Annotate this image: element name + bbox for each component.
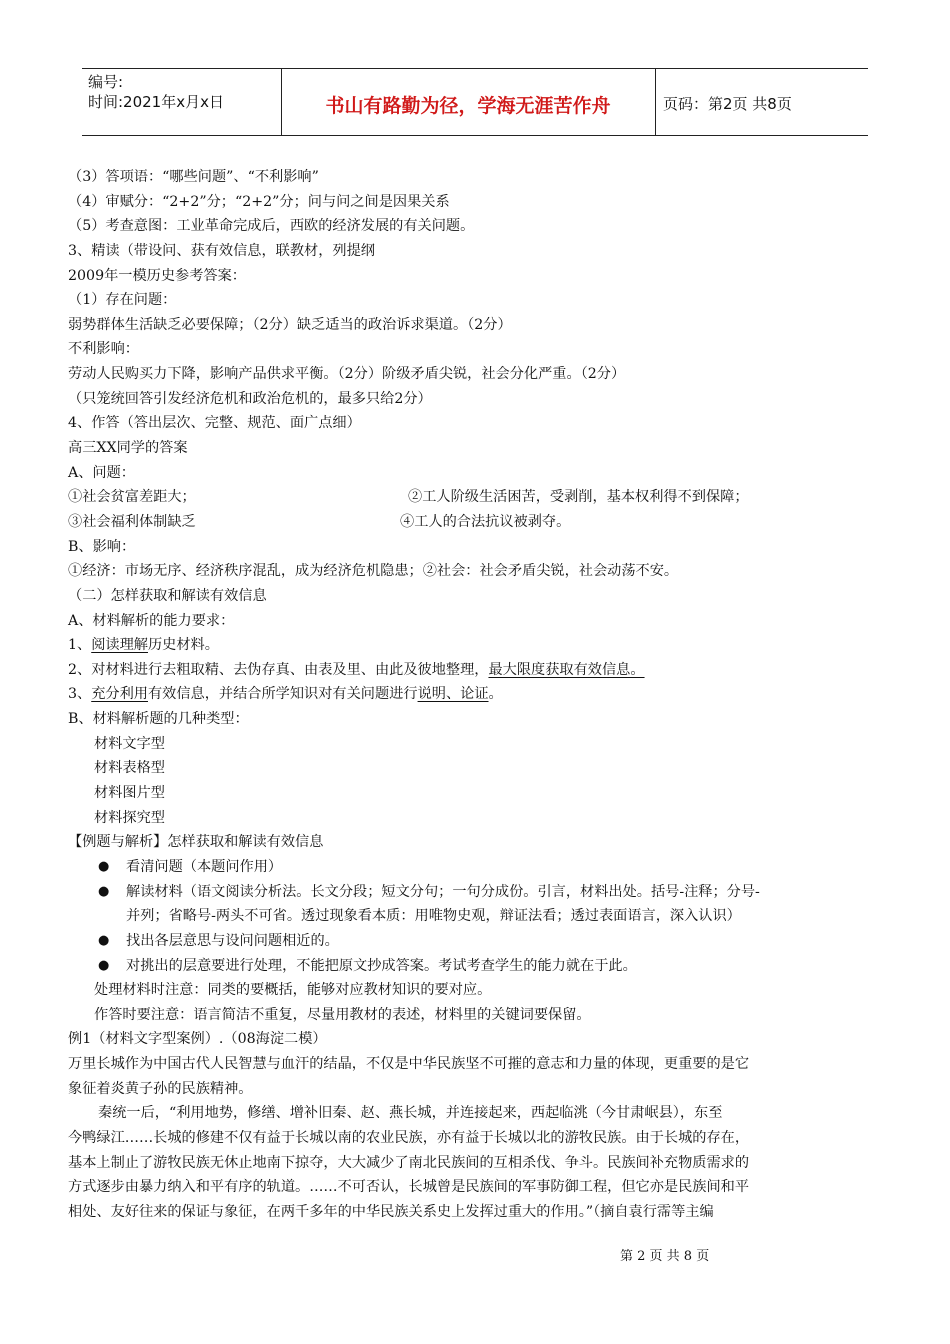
text-span: 。 [488,686,503,703]
note-line: 作答时要注意：语言简洁不重复，尽量用教材的表述，材料里的关键词要保留。 [94,1006,591,1023]
bullet-item [68,929,890,954]
underlined-phrase: 充分利用 [91,686,148,703]
header-page-info: 页码：第2页 共8页 [663,95,792,113]
bullet-icon: ● [98,932,110,948]
paragraph-line: 万里长城作为中国古代人民智慧与血汗的结晶，不仅是中华民族坚不可摧的意志和力量的体现，更重要的是它 [68,1056,750,1073]
text-line: 不利影响： [68,341,139,358]
text-line [68,682,890,707]
answer-item: ③社会福利体制缺乏 [68,513,196,530]
text-span: 有效信息，并结合所学知识对有关问题进行 [147,686,418,703]
text-line: ①经济：市场无序、经济秩序混乱，成为经济危机隐患；②社会：社会矛盾尖锐，社会动荡不安。 [68,563,679,580]
text-line: 劳动人民购买力下降，影响产品供求平衡。（2分）阶级矛盾尖锐，社会分化严重。（2分） [68,366,626,383]
paragraph-line: 秦统一后，“利用地势，修缮、增补旧秦、赵、燕长城，并连接起来，西起临洮（今甘肃岷县），东至 [98,1105,723,1122]
bullet-continuation: 并列；省略号-两头不可省。透过现象看本质：用唯物史观，辩证法看；透过表面语言，深入认识） [126,908,741,925]
note-line: 处理材料时注意：同类的要概括，能够对应教材知识的要对应。 [94,982,492,999]
underlined-phrase: 最大限度获取有效信息。 [488,661,645,678]
text-line: （5）考查意图：工业革命完成后，西欧的经济发展的有关问题。 [68,218,475,235]
material-type: 材料表格型 [94,760,165,777]
item-number: 1、 [68,637,92,654]
section-heading: 【例题与解析】怎样获取和解读有效信息 [68,834,324,851]
document-number-label: 编号: [88,73,124,91]
header-divider-2 [655,69,656,135]
text-line: A、问题： [68,464,135,481]
bullet-item [68,880,890,905]
header-meta [88,72,224,112]
text-line [68,633,890,658]
bullet-text: 找出各层意思与设问问题相近的。 [126,932,339,949]
answer-item: ①社会贫富差距大； [68,489,196,506]
item-number: 3、 [68,686,92,703]
underlined-phrase: 说明、论证 [417,686,489,703]
text-line: （3）答项语：“哪些问题”、“不利影响” [68,169,319,185]
text-line: （只笼统回答引发经济危机和政治危机的，最多只给2分） [68,390,432,407]
bullet-icon: ● [98,858,110,874]
example-heading: 例1（材料文字型案例）.（08海淀二模） [68,1031,327,1048]
header-motto: 书山有路勤为径，学海无涯苦作舟 [325,95,611,117]
text-line: B、影响： [68,538,136,555]
bullet-item [68,855,890,880]
text-line-two-column [68,485,890,510]
header-bottom-rule [82,135,868,136]
bullet-text: 看清问题（本题问作用） [126,858,283,875]
text-line: （4）审赋分：“2+2”分；“2+2”分；问与问之间是因果关系 [68,193,450,210]
text-line: 2009年一模历史参考答案： [68,267,246,284]
text-span: 历史材料。 [147,637,219,654]
document-time-label: 时间:2021年x月x日 [88,93,224,111]
bullet-icon: ● [98,957,110,973]
material-type: 材料图片型 [94,785,165,802]
page-footer: 第 2 页 共 8 页 [620,1249,710,1264]
paragraph-line: 方式逐步由暴力纳入和平有序的轨道。……不可否认，长城曾是民族间的军事防御工程，但它亦是民族间和平 [68,1179,750,1196]
underlined-phrase: 阅读理解 [91,637,148,654]
document-body [68,165,890,1225]
bullet-item [68,954,890,979]
text-line: 弱势群体生活缺乏必要保障；（2分）缺乏适当的政治诉求渠道。（2分） [68,316,512,333]
text-line: 4、作答（答出层次、完整、规范、面广点细） [68,415,361,432]
text-line: 3、精读（带设问、获有效信息，联教材，列提纲 [68,242,375,259]
paragraph-line: 基本上制止了游牧民族无休止地南下掠夺，大大减少了南北民族间的互相杀伐、争斗。民族间补充物质需求的 [68,1154,750,1171]
material-type: 材料文字型 [94,735,165,752]
paragraph-line: 相处、友好往来的保证与象征，在两千多年的中华民族关系史上发挥过重大的作用。”（摘自袁行霈等主编 [68,1203,714,1220]
text-line: 高三XX同学的答案 [68,440,188,457]
material-type: 材料探究型 [94,809,165,826]
text-line [68,658,890,683]
text-span: 2、对材料进行去粗取精、去伪存真、由表及里、由此及彼地整理， [68,661,489,678]
bullet-text: 对挑出的层意要进行处理，不能把原文抄成答案。考试考查学生的能力就在于此。 [126,957,637,974]
answer-item: ②工人阶级生活困苦，受剥削，基本权利得不到保障； [408,489,749,506]
text-line: A、材料解析的能力要求： [68,612,235,629]
bullet-icon: ● [98,883,110,899]
paragraph-line: 今鸭绿江……长城的修建不仅有益于长城以南的农业民族，亦有益于长城以北的游牧民族。由于长城的存在， [68,1129,750,1146]
text-line: （1）存在问题： [68,292,177,309]
text-line: （二）怎样获取和解读有效信息 [68,587,267,604]
paragraph-line: 象征着炎黄子孙的民族精神。 [68,1080,253,1097]
text-line: B、材料解析题的几种类型： [68,711,249,728]
text-line-two-column [68,510,890,535]
bullet-text: 解读材料（语文阅读分析法。长文分段；短文分句；一句分成份。引言，材料出处。括号-注释；分号- [126,883,760,900]
header-top-rule [82,68,868,69]
answer-item: ④工人的合法抗议被剥夺。 [400,513,571,530]
